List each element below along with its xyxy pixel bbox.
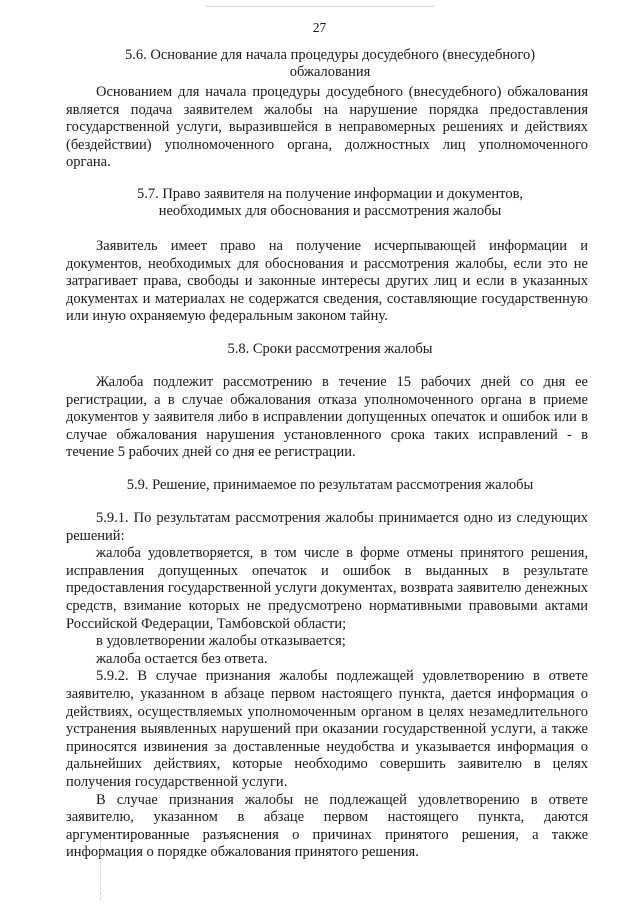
paragraph-not-satisfied xyxy=(66,792,588,862)
paragraph-text: в удовлетворении жалобы отказывается; xyxy=(96,633,346,650)
paragraph-text: Заявитель имеет право на получение исчерпывающей информации и документов, необходимых для обоснования и рассмотрения жалобы, если это не затрагивает права, свободы и законные интересы других лиц и если в указанных документах и материалах не содержатся сведения, составляющие государственную или иную охраняемую федеральным законом тайну. xyxy=(66,238,588,325)
paragraph-refused xyxy=(66,633,588,651)
section-5-9-heading xyxy=(60,477,600,494)
paragraph-no-answer xyxy=(66,651,588,669)
scan-margin-mark xyxy=(100,840,101,900)
section-5-9-body xyxy=(66,510,588,862)
section-5-6-heading xyxy=(60,47,600,81)
page-number: 27 xyxy=(312,20,327,35)
section-5-7-paragraph xyxy=(66,238,588,326)
heading-line: 5.6. Основание для начала процедуры досудебного (внесудебного) xyxy=(124,47,536,63)
heading-line: 5.9. Решение, принимаемое по результатам рассмотрения жалобы xyxy=(126,477,534,493)
paragraph-5-9-2 xyxy=(66,668,588,791)
paragraph-text: жалоба удовлетворяется, в том числе в форме отмены принятого решения, исправления допущенных опечаток и ошибок в выданных в результате предоставления государственной услуги документах, возврата заявителю денежных средств, взимание которых не предусмотрено нормативными правовыми актами Российской Федерации, Тамбовской области; xyxy=(66,545,588,632)
section-5-8-paragraph xyxy=(66,374,588,462)
section-5-7-heading xyxy=(60,186,600,220)
paragraph-text: жалоба остается без ответа. xyxy=(96,650,268,667)
paragraph-text: Основанием для начала процедуры досудебного (внесудебного) обжалования является подача заявителем жалобы на нарушение порядка предоставления государственной услуги, выразившейся в неправомерных решениях и действиях (бездействии) уполномоченного органа, должностных лиц уполномоченного органа. xyxy=(66,84,588,171)
paragraph-text: 5.9.1. По результатам рассмотрения жалобы принимается одно из следующих решений: xyxy=(66,510,588,544)
heading-line: необходимых для обоснования и рассмотрения жалобы xyxy=(158,203,502,219)
heading-line: 5.8. Сроки рассмотрения жалобы xyxy=(227,341,433,357)
paragraph-text: Жалоба подлежит рассмотрению в течение 15 рабочих дней со дня ее регистрации, а в случае обжалования отказа уполномоченного органа в приеме документов у заявителя либо в исправлении допущенных опечаток и ошибок или в случае обжалования нарушения установленного срока таких исправлений - в течение 5 рабочих дней со дня ее регистрации. xyxy=(66,374,588,461)
paragraph-5-9-1 xyxy=(66,510,588,545)
paragraph-satisfied xyxy=(66,545,588,633)
paragraph-text: В случае признания жалобы не подлежащей удовлетворению в ответе заявителю, указанном в абзаце первом настоящего пункта, даются аргументированные разъяснения о причинах принятого решения, а также информация о порядке обжалования принятого решения. xyxy=(66,791,588,861)
scan-edge-line xyxy=(205,6,435,7)
heading-line: обжалования xyxy=(289,64,371,80)
paragraph-text: 5.9.2. В случае признания жалобы подлежащей удовлетворению в ответе заявителю, указанном в абзаце первом настоящего пункта, дается информация о действиях, осуществляемых уполномоченным органом в целях незамедлительного устранения выявленных нарушений при оказании государственной услуги, а также приносятся извинения за доставленные неудобства и указывается информация о дальнейших действиях, которые необходимо совершить заявителю в целях получения государственной услуги. xyxy=(66,668,588,790)
section-5-8-heading xyxy=(60,341,600,358)
section-5-6-paragraph xyxy=(66,84,588,172)
heading-line: 5.7. Право заявителя на получение информации и документов, xyxy=(136,186,524,202)
